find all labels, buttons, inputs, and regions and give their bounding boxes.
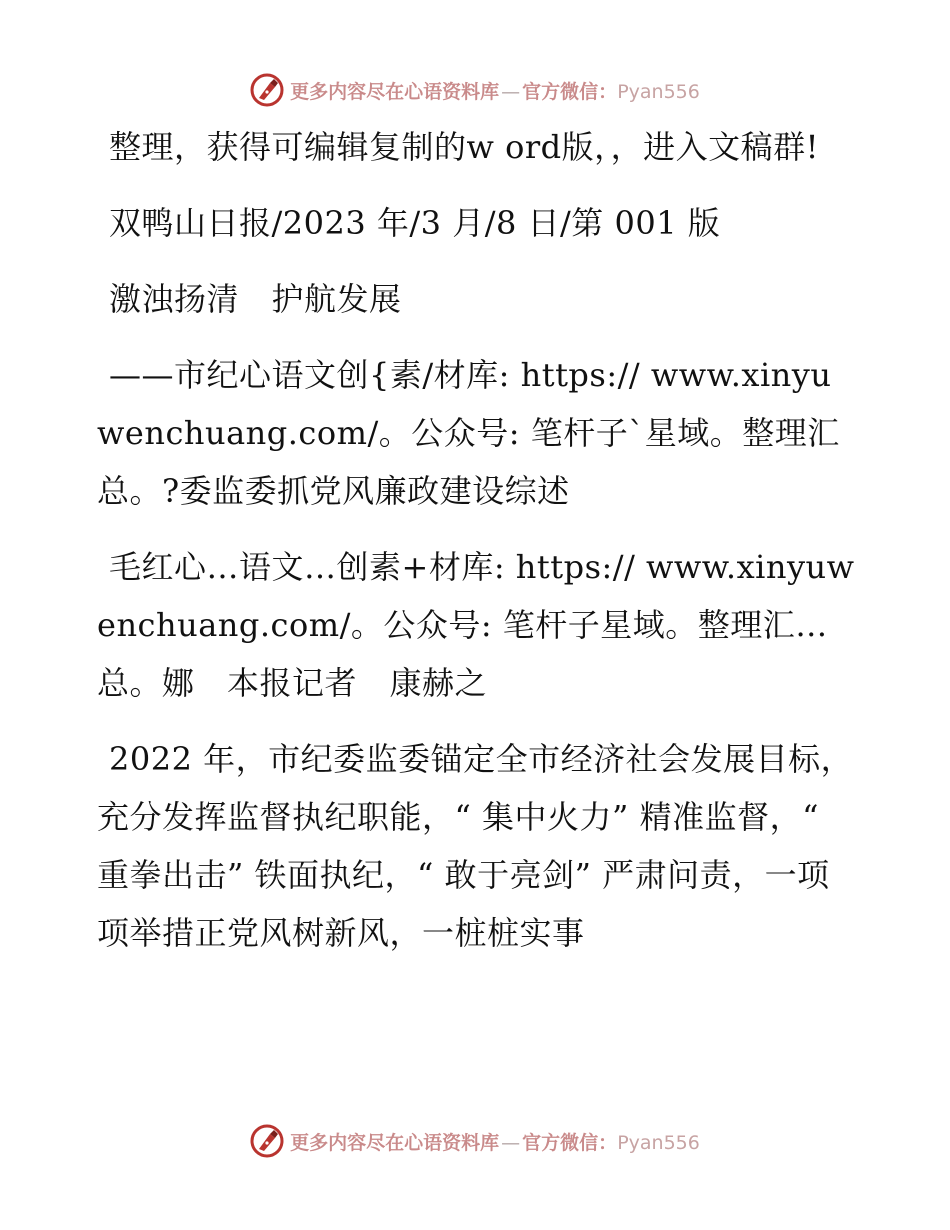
intro-paragraph: 整理，获得可编辑复制的w ord版，，进入文稿群! <box>109 128 819 166</box>
header-banner-handle: Pyan556 <box>617 80 700 103</box>
footer-banner-text <box>290 1128 700 1155</box>
document-body <box>97 118 857 980</box>
header-banner-text <box>290 77 700 104</box>
article-subtitle: ——市纪心语文创{素/材库: https:// www.xinyuwenchuang.com/。公众号: 笔杆子`星域。整理汇总。?委监委抓党风廉政建设综述 <box>97 356 840 510</box>
pen-nib-logo-icon <box>250 1124 284 1158</box>
header-banner-slogan: 更多内容尽在心语资料库 <box>290 80 500 103</box>
article-headline: 激浊扬清 护航发展 <box>109 280 402 318</box>
body-paragraph: 2022 年，市纪委监委锚定全市经济社会发展目标，充分发挥监督执纪职能，“ 集中火力” 精准监督，“ 重拳出击” 铁面执纪，“ 敢于亮剑” 严肃问责，一项项举措正党风树新风，一桩桩实事 <box>97 740 854 952</box>
footer-banner-inner <box>250 1124 700 1158</box>
pen-nib-logo-icon <box>250 73 284 107</box>
header-banner-separator: — <box>501 80 521 103</box>
footer-banner-slogan: 更多内容尽在心语资料库 <box>290 1131 500 1154</box>
header-banner <box>0 70 950 110</box>
footer-banner <box>0 1121 950 1161</box>
source-line: 双鸭山日报/2023 年/3 月/8 日/第 001 版 <box>109 204 721 242</box>
footer-banner-wechat-label: 官方微信： <box>522 1131 618 1154</box>
header-banner-wechat-label: 官方微信： <box>522 80 618 103</box>
header-banner-inner <box>250 73 700 107</box>
footer-banner-separator: — <box>501 1131 521 1154</box>
footer-banner-handle: Pyan556 <box>617 1131 700 1154</box>
byline-paragraph: 毛红心…语文…创素+材库: https:// www.xinyuwenchuang.com/。公众号: 笔杆子星域。整理汇…总。娜 本报记者 康赫之 <box>97 548 855 702</box>
